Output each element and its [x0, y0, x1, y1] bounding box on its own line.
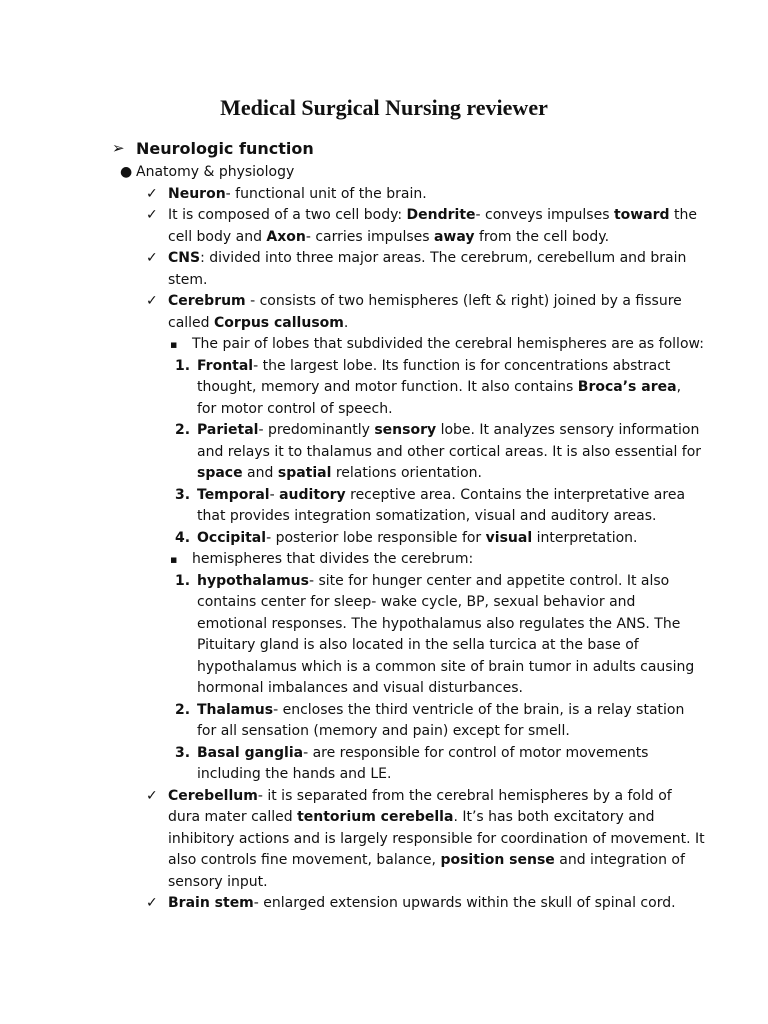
text-line	[112, 184, 682, 206]
text-run: and	[242, 465, 278, 481]
text-run: emotional responses. The hypothalamus also regulates the ANS. The	[197, 615, 681, 632]
text-line	[112, 334, 704, 356]
checkmark-bullet-icon: ✓	[146, 787, 158, 804]
text-run: for motor control of speech.	[197, 400, 393, 417]
bold-term: CNS	[168, 250, 201, 266]
text-run: from the cell body.	[474, 228, 610, 245]
bold-term: auditory	[279, 486, 346, 503]
text-line	[112, 248, 687, 270]
text-run: contains center for sleep- wake cycle, BP, sexual behavior and	[197, 594, 636, 610]
text-run: stem.	[168, 271, 208, 288]
text-run: hormonal imbalances and visual disturbances.	[197, 680, 523, 696]
text-run: cell body and	[168, 228, 267, 245]
text-run: .	[343, 314, 349, 331]
section-heading-row	[112, 136, 314, 160]
document-body	[112, 162, 705, 915]
list-number: 4.	[175, 529, 191, 546]
text-run: It is composed of a two cell body:	[168, 207, 407, 223]
bold-term: Axon	[266, 228, 306, 245]
bold-term: Corpus callusom	[214, 314, 344, 331]
bold-term: tentorium cerebella	[297, 809, 454, 825]
text-line	[112, 893, 682, 915]
document-title: Medical Surgical Nursing reviewer	[220, 95, 548, 120]
text-line	[112, 743, 682, 765]
bold-term: Temporal	[197, 486, 270, 503]
text-line	[112, 700, 685, 722]
text-run: : divided into three major areas. The cerebrum, cerebellum and brain	[200, 250, 687, 266]
text-run: and relays it to thalamus and other cortical areas. It is also essential for	[197, 443, 702, 460]
text-run: interpretation.	[532, 529, 638, 546]
text-run: lobe. It analyzes sensory information	[436, 422, 700, 438]
text-line	[112, 528, 682, 550]
text-line	[112, 549, 682, 571]
text-line	[112, 786, 682, 808]
text-line	[112, 463, 682, 485]
text-run: - conveys impulses	[475, 207, 614, 223]
text-run: dura mater called	[168, 809, 298, 825]
text-line	[112, 485, 686, 507]
text-line	[112, 420, 700, 442]
text-run: for all sensation (memory and pain) except for smell.	[197, 723, 570, 739]
list-number: 1.	[175, 357, 191, 374]
text-line	[112, 592, 682, 614]
text-line	[112, 377, 682, 399]
bold-term: Brain stem	[168, 895, 254, 911]
text-run: inhibitory actions and is largely responsible for coordination of movement. It	[168, 830, 705, 847]
text-run: The pair of lobes that subdivided the cerebral hemispheres are as follow:	[192, 336, 704, 352]
bold-term: Dendrite	[406, 207, 476, 223]
bold-term: toward	[613, 207, 670, 223]
text-run: - enlarged extension upwards within the skull of spinal cord.	[253, 895, 676, 911]
text-line	[112, 850, 685, 872]
subsection-heading: Anatomy & physiology	[136, 164, 295, 180]
text-line	[112, 442, 702, 464]
text-run: - site for hunger center and appetite control. It also	[308, 572, 670, 589]
bold-term: position sense	[440, 852, 555, 868]
bold-term: Basal ganglia	[197, 744, 304, 761]
text-run: receptive area. Contains the interpretative area	[345, 486, 686, 503]
arrowhead-bullet-icon: ➢	[112, 139, 125, 157]
text-run: - are responsible for control of motor movements	[303, 744, 649, 761]
bold-term: Neuron	[168, 185, 226, 202]
text-line	[112, 635, 682, 657]
text-line	[112, 270, 682, 292]
text-run: hypothalamus which is a common site of brain tumor in adults causing	[197, 658, 695, 675]
text-line	[112, 205, 698, 227]
text-line	[112, 872, 682, 894]
text-run: - encloses the third ventricle of the brain, is a relay station	[273, 701, 685, 718]
text-run: ,	[676, 379, 682, 395]
bold-term: Occipital	[197, 529, 267, 546]
checkmark-bullet-icon: ✓	[146, 185, 158, 202]
checkmark-bullet-icon: ✓	[146, 250, 158, 266]
text-run: - carries impulses	[305, 228, 434, 245]
text-run: sensory input.	[168, 873, 268, 890]
text-line	[112, 313, 682, 335]
text-run: - consists of two hemispheres (left & right) joined by a fissure	[245, 293, 682, 309]
text-line	[112, 807, 682, 829]
square-bullet-icon: ▪	[170, 553, 178, 566]
text-line	[112, 399, 682, 421]
text-run: thought, memory and motor function. It also contains	[197, 379, 578, 395]
bold-term: sensory	[374, 422, 437, 438]
text-line	[112, 356, 682, 378]
bold-term: hypothalamus	[197, 572, 309, 589]
bold-term: space	[197, 465, 243, 481]
text-run: relations orientation.	[331, 465, 482, 481]
bold-term: Parietal	[197, 422, 259, 438]
text-line	[112, 657, 695, 679]
text-run: that provides integration somatization, visual and auditory areas.	[197, 508, 657, 524]
bold-term: Frontal	[197, 357, 254, 374]
bold-term: visual	[485, 529, 533, 546]
checkmark-bullet-icon: ✓	[146, 293, 158, 309]
text-run: . It’s has both excitatory and	[453, 809, 655, 825]
checkmark-bullet-icon: ✓	[146, 207, 158, 223]
text-line	[112, 764, 682, 786]
bold-term: spatial	[277, 465, 332, 481]
text-line	[112, 506, 682, 528]
round-bullet-icon: ●	[120, 164, 133, 180]
text-run: the	[669, 207, 698, 223]
text-run: -	[269, 486, 280, 503]
text-run: including the hands and LE.	[197, 766, 392, 782]
text-line	[112, 829, 705, 851]
text-line	[112, 571, 682, 593]
text-line	[112, 721, 682, 743]
text-line	[112, 291, 682, 313]
text-line	[112, 678, 682, 700]
section-heading: Neurologic function	[136, 138, 314, 158]
checkmark-bullet-icon: ✓	[146, 895, 158, 911]
text-line	[112, 227, 682, 249]
text-run: - the largest lobe. Its function is for concentrations abstract	[253, 357, 671, 374]
bold-term: away	[433, 228, 475, 245]
bold-term: Broca’s area	[577, 379, 677, 395]
square-bullet-icon: ▪	[170, 338, 178, 351]
bold-term: Thalamus	[197, 701, 274, 718]
subsection-row	[112, 162, 682, 184]
bold-term: Cerebellum	[168, 787, 258, 804]
list-number: 1.	[175, 572, 191, 589]
text-run: - it is separated from the cerebral hemispheres by a fold of	[257, 787, 672, 804]
text-run: - predominantly	[258, 422, 375, 438]
list-number: 3.	[175, 744, 191, 761]
text-run: and integration of	[554, 852, 685, 868]
list-number: 3.	[175, 486, 191, 503]
text-run: called	[168, 314, 215, 331]
text-run: hemispheres that divides the cerebrum:	[192, 551, 474, 567]
text-run: - functional unit of the brain.	[225, 185, 427, 202]
bold-term: Cerebrum	[168, 293, 246, 309]
text-run: - posterior lobe responsible for	[266, 529, 486, 546]
list-number: 2.	[175, 422, 191, 438]
list-number: 2.	[175, 701, 191, 718]
text-run: Pituitary gland is also located in the sella turcica at the base of	[197, 637, 639, 653]
text-run: also controls fine movement, balance,	[168, 852, 441, 868]
text-line	[112, 614, 682, 636]
